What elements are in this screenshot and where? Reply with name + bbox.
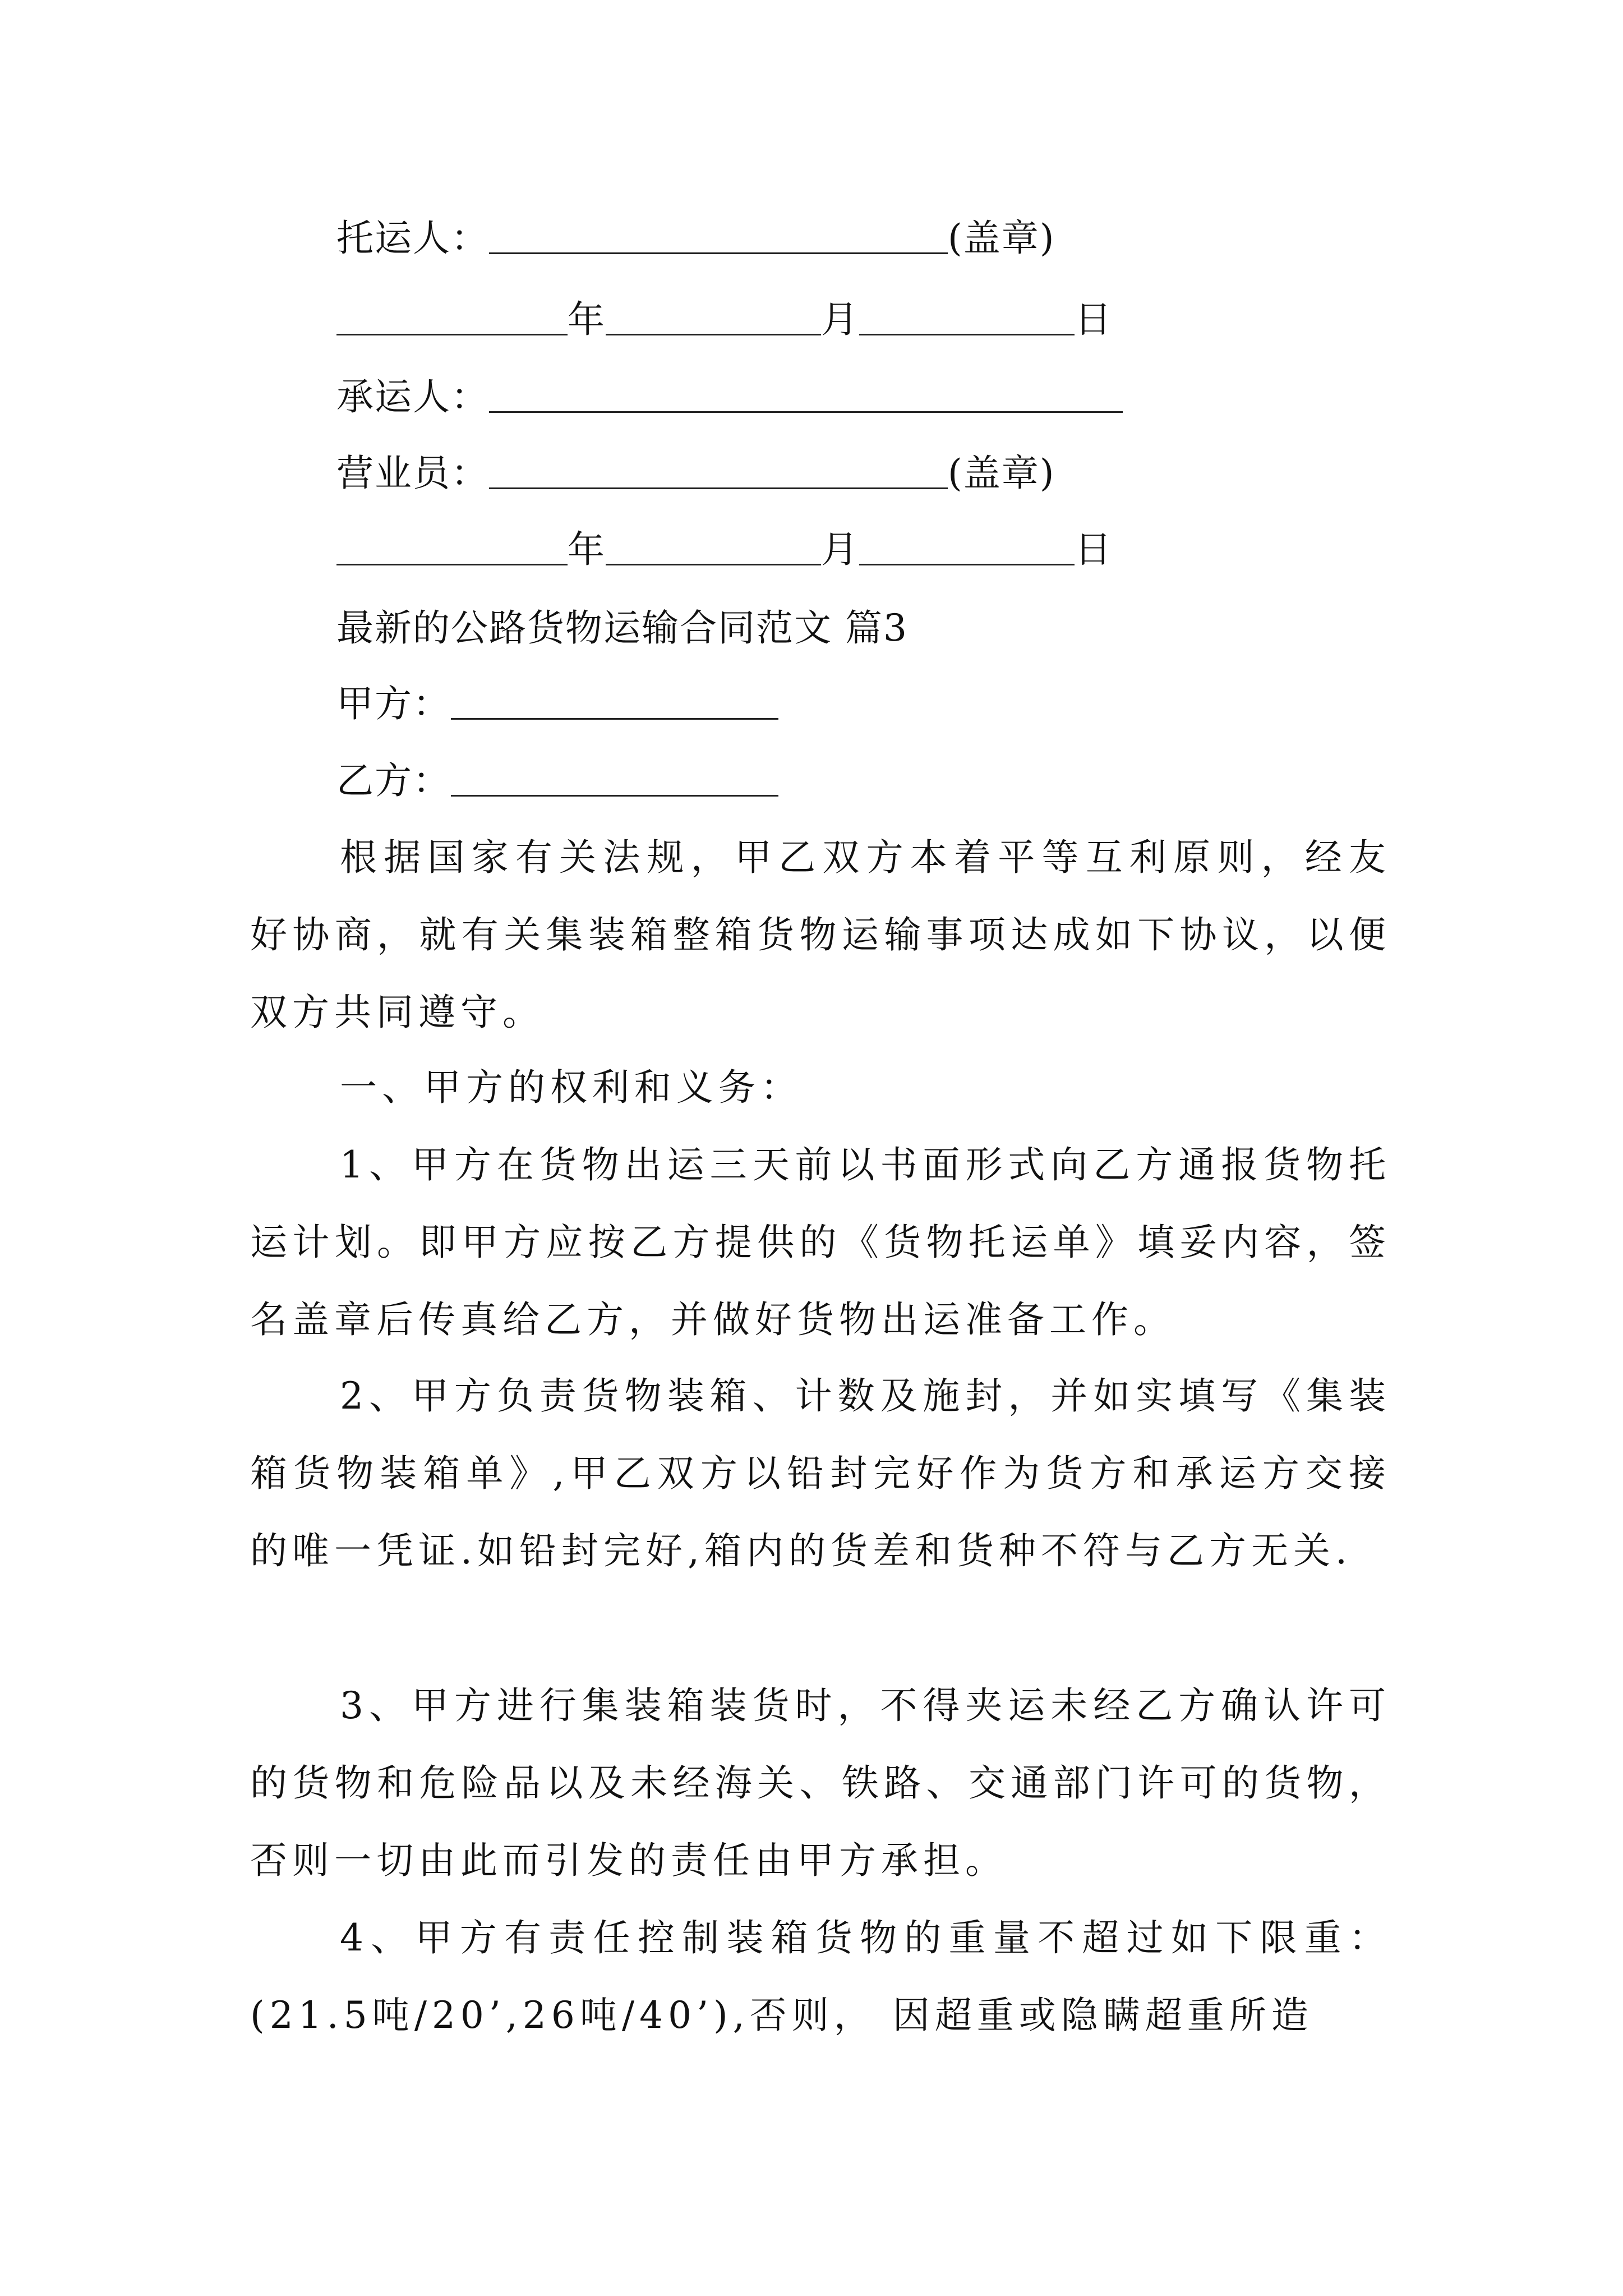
party-b-blank (451, 763, 778, 797)
clerk-label: 营业员： (336, 452, 489, 495)
party-a-line (336, 682, 778, 726)
month-blank-2 (606, 532, 821, 565)
carrier-line (336, 375, 1123, 420)
intro-paragraph: 根据国家有关法规，甲乙双方本着平等互利原则，经友好协商，就有关集装箱整箱货物运输事项达成如下协议，以便双方共同遵守。 (250, 836, 1391, 1034)
party-a-blank (451, 687, 778, 720)
clerk-blank (489, 456, 948, 489)
clause-1: 1、甲方在货物出运三天前以书面形式向乙方通报货物托运计划。即甲方应按乙方提供的《货物托运单》填妥内容，签名盖章后传真给乙方，并做好货物出运准备工作。 (250, 1143, 1391, 1341)
year-blank-2 (336, 532, 568, 565)
clause-3: 3、甲方进行集装箱装货时，不得夹运未经乙方确认许可的货物和危险品以及未经海关、铁路、交通部门许可的货物，否则一切由此而引发的责任由甲方承担。 (250, 1684, 1391, 1882)
month-label: 月 (821, 298, 859, 341)
party-b-label: 乙方： (336, 759, 451, 802)
day-blank (859, 302, 1075, 335)
day-label-2: 日 (1075, 528, 1113, 571)
month-label-2: 月 (821, 528, 859, 571)
party-a-label: 甲方： (336, 682, 451, 725)
clause-4: 4、甲方有责任控制装箱货物的重量不超过如下限重：(21.5吨/20’,26吨/40’),否则， 因超重或隐瞒超重所造 (250, 1916, 1391, 2037)
seal-note-2: (盖章) (948, 452, 1055, 495)
section-title: 最新的公路货物运输合同范文 篇3 (336, 606, 908, 650)
carrier-blank (489, 380, 1123, 413)
heading-party-a-rights: 一、甲方的权利和义务： (340, 1066, 803, 1109)
year-label-2: 年 (568, 528, 606, 571)
year-blank (336, 302, 568, 335)
clause-2: 2、甲方负责货物装箱、计数及施封，并如实填写《集装箱货物装箱单》,甲乙双方以铅封完好作为货方和承运方交接的唯一凭证.如铅封完好,箱内的货差和货种不符与乙方无关. (250, 1374, 1391, 1572)
year-label: 年 (568, 298, 606, 341)
day-blank-2 (859, 532, 1075, 565)
shipper-blank (489, 221, 948, 254)
shipper-label: 托运人： (336, 217, 489, 260)
day-label: 日 (1075, 298, 1113, 341)
shipper-line (336, 216, 1055, 261)
carrier-label: 承运人： (336, 375, 489, 418)
date-line-1 (336, 297, 1113, 342)
clerk-line (336, 451, 1055, 496)
date-line-2 (336, 527, 1113, 572)
month-blank (606, 302, 821, 335)
party-b-line (336, 758, 778, 803)
seal-note-1: (盖章) (948, 217, 1055, 260)
